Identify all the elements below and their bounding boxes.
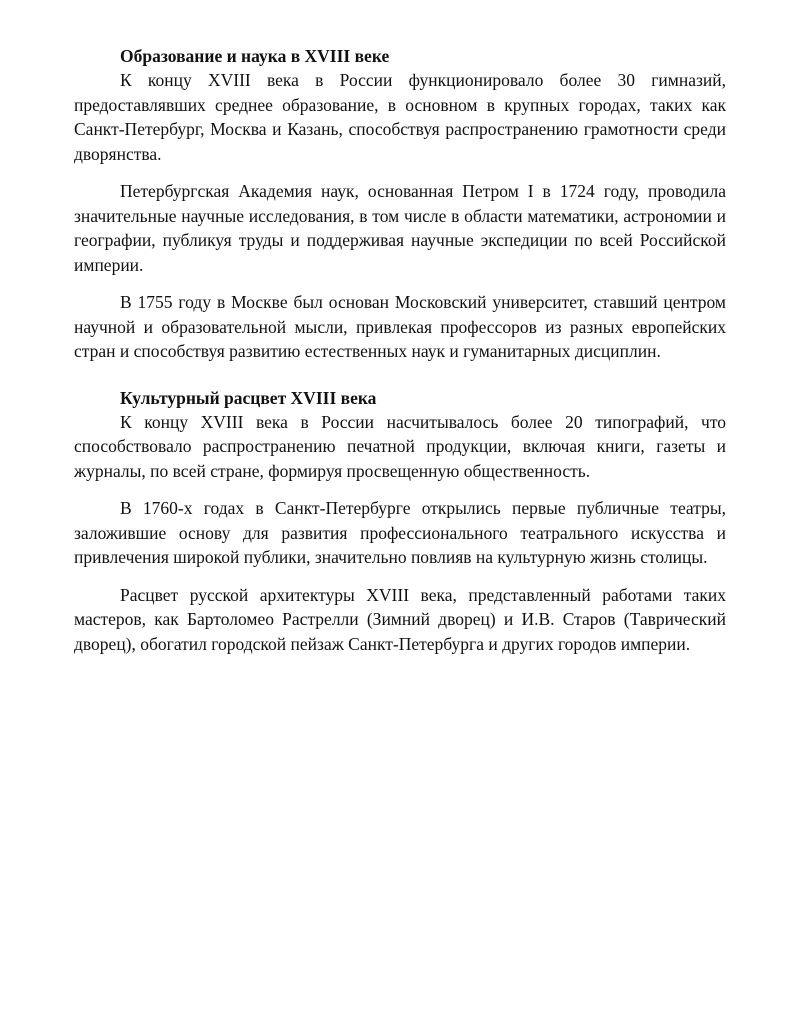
paragraph: Расцвет русской архитектуры XVIII века, представленный работами таких мастеров, как Бартоломео Растрелли (Зимний дворец) и И.В. Старов (Таврический дворец), обогатил городской пейзаж Санкт-Петербурга и других городов империи. (74, 584, 726, 654)
paragraph: В 1755 году в Москве был основан Московский университет, ставший центром научной и образовательной мысли, привлекая профессоров из разных европейских стран и способствуя развитию естественных наук и гуманитарных дисциплин. (74, 292, 726, 361)
paragraph-spacer (74, 166, 726, 179)
section-spacer (74, 364, 726, 386)
paragraph: К концу XVIII века в России функционировало более 30 гимназий, предоставлявших среднее образование, в основном в крупных городах, таких как Санкт-Петербург, Москва и Казань, способствуя распространению грамотности среди дворянства. (74, 70, 726, 164)
paragraph: В 1760-х годах в Санкт-Петербурге открылись первые публичные театры, заложившие основу для развития профессионального театрального искусства и привлечения широкой публики, значительно повлияв на культурную жизнь столицы. (74, 498, 726, 567)
paragraph: К концу XVIII века в России насчитывалось более 20 типографий, что способствовало распространению печатной продукции, включая книги, газеты и журналы, по всей стране, формируя просвещенную общественность. (74, 411, 726, 481)
section-education-science (74, 44, 726, 364)
section-cultural-flourishing (74, 386, 726, 657)
paragraph-spacer (74, 483, 726, 496)
paragraph-spacer (74, 277, 726, 290)
section-heading: Культурный расцвет XVIII века (120, 387, 377, 408)
section-heading: Образование и наука в XVIII веке (120, 46, 390, 66)
paragraph-spacer (74, 570, 726, 583)
paragraph: Петербургская Академия наук, основанная Петром I в 1724 году, проводила значительные научные исследования, в том числе в области математики, астрономии и географии, публикуя труды и поддерживая научные экспедиции по всей Российской империи. (74, 181, 726, 275)
